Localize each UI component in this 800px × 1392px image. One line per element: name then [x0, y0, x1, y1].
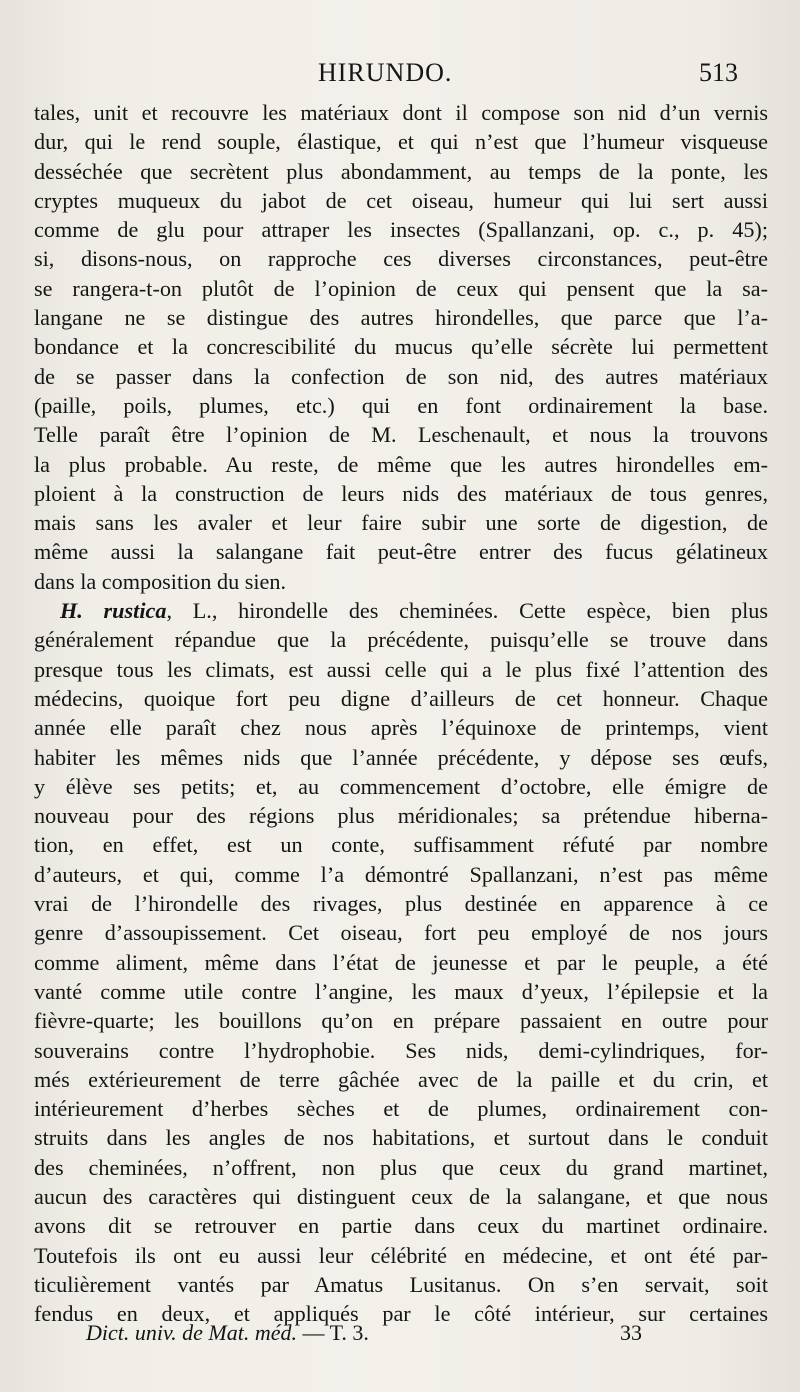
text-line: médecins, quoique fort peu digne d’ailleurs de cet honneur. Chaque: [34, 685, 768, 711]
text-line: cryptes muqueux du jabot de cet oiseau, humeur qui lui sert aussi: [34, 187, 768, 213]
text-line: Toutefois ils ont eu aussi leur célébrité en médecine, et ont été par-: [34, 1242, 768, 1268]
gathering-signature: 33: [620, 1320, 642, 1345]
footer-title: Dict. univ. de Mat. méd.: [86, 1320, 297, 1345]
text-line: comme aliment, même dans l’état de jeunesse et par le peuple, a été: [34, 949, 768, 975]
text-line: même aussi la salangane fait peut-être entrer des fucus gélatineux: [34, 539, 768, 565]
text-line: habiter les mêmes nids que l’année précédente, y dépose ses œufs,: [34, 744, 768, 770]
text-line: desséchée que secrètent plus abondamment, au temps de la ponte, les: [34, 158, 768, 184]
text-line: année elle paraît chez nous après l’équinoxe de printemps, vient: [34, 715, 768, 741]
text-line: la plus probable. Au reste, de même que les autres hirondelles em-: [34, 451, 768, 477]
species-name: H. rustica: [60, 598, 167, 624]
text-line: comme de glu pour attraper les insectes (Spallanzani, op. c., p. 45);: [34, 217, 768, 243]
first-line-rest: , L., hirondelle des cheminées. Cette espèce, bien plus: [166, 598, 768, 624]
text-line: souverains contre l’hydrophobie. Ses nids, demi-cylindriques, for-: [34, 1037, 768, 1063]
text-line: vanté comme utile contre l’angine, les maux d’yeux, l’épilepsie et la: [34, 978, 768, 1004]
text-line: nouveau pour des régions plus méridionales; sa prétendue hiberna-: [34, 803, 768, 829]
text-line: struits dans les angles de nos habitations, et surtout dans le conduit: [34, 1125, 768, 1151]
paragraph-first-line: [34, 596, 768, 625]
text-line: ticulièrement vantés par Amatus Lusitanus. On s’en servait, soit: [34, 1271, 768, 1297]
body-text: [34, 98, 768, 1328]
text-line: des cheminées, n’offrent, non plus que ceux du grand martinet,: [34, 1154, 768, 1180]
running-title: HIRUNDO.: [318, 58, 453, 87]
text-line: dans la composition du sien.: [34, 568, 287, 594]
text-line: més extérieurement de terre gâchée avec de la paille et du crin, et: [34, 1066, 768, 1092]
text-line: langane ne se distingue des autres hirondelles, que parce que l’a-: [34, 305, 768, 331]
text-line: avons dit se retrouver en partie dans ceux du martinet ordinaire.: [34, 1213, 768, 1239]
text-line: de se passer dans la confection de son nid, des autres matériaux: [34, 363, 768, 389]
text-line: vrai de l’hirondelle des rivages, plus destinée en apparence à ce: [34, 891, 768, 917]
paragraph-salangane: [34, 98, 768, 596]
text-line: aucun des caractères qui distinguent ceux de la salangane, et que nous: [34, 1183, 768, 1209]
text-line: d’auteurs, et qui, comme l’a démontré Spallanzani, n’est pas même: [34, 861, 768, 887]
paragraph-rustica: [34, 596, 768, 1328]
text-line: tion, en effet, est un conte, suffisamment réfuté par nombre: [34, 832, 768, 858]
text-line: se rangera-t-on plutôt de l’opinion de ceux qui pensent que la sa-: [34, 275, 768, 301]
footer-tome: — T. 3.: [302, 1320, 369, 1345]
text-line: fendus en deux, et appliqués par le côté intérieur, sur certaines: [34, 1301, 768, 1327]
text-line: fièvre-quarte; les bouillons qu’on en prépare passaient en outre pour: [34, 1008, 768, 1034]
text-line: genre d’assoupissement. Cet oiseau, fort peu employé de nos jours: [34, 920, 768, 946]
text-line: intérieurement d’herbes sèches et de plumes, ordinairement con-: [34, 1096, 768, 1122]
text-line: généralement répandue que la précédente, puisqu’elle se trouve dans: [34, 627, 768, 653]
text-line: bondance et la concrescibilité du mucus qu’elle sécrète lui permettent: [34, 334, 768, 360]
text-line: (paille, poils, plumes, etc.) qui en font ordinairement la base.: [34, 392, 768, 418]
page-number: 513: [699, 58, 738, 87]
page-footer: [0, 1320, 800, 1354]
text-line: mais sans les avaler et leur faire subir une sorte de digestion, de: [34, 510, 768, 536]
text-line: ploient à la construction de leurs nids des matériaux de tous genres,: [34, 480, 768, 506]
footer-reference: [86, 1320, 369, 1346]
text-line: y élève ses petits; et, au commencement d’octobre, elle émigre de: [34, 773, 768, 799]
text-line: si, disons-nous, on rapproche ces diverses circonstances, peut-être: [34, 246, 768, 272]
page-header: [0, 58, 800, 92]
text-line: dur, qui le rend souple, élastique, et qui n’est que l’humeur visqueuse: [34, 129, 768, 155]
text-line: tales, unit et recouvre les matériaux dont il compose son nid d’un vernis: [34, 100, 768, 125]
text-line: Telle paraît être l’opinion de M. Leschenault, et nous la trouvons: [34, 422, 768, 448]
text-line: presque tous les climats, est aussi celle qui a le plus fixé l’attention des: [34, 656, 768, 682]
